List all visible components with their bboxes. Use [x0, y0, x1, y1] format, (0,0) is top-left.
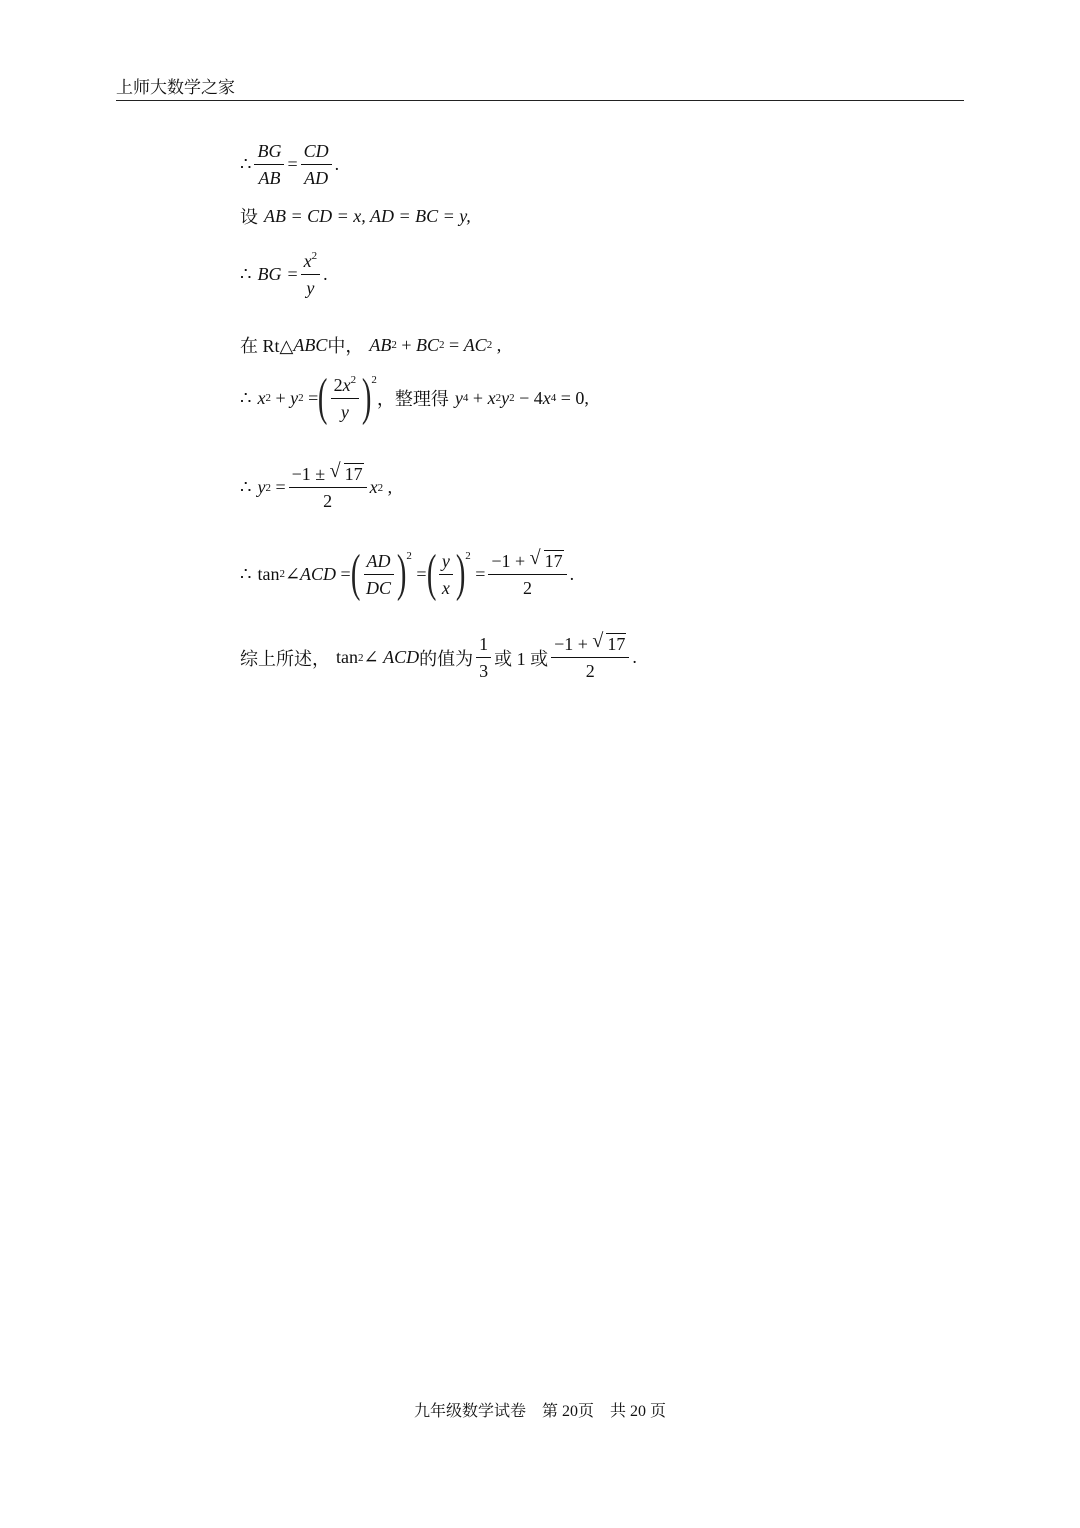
equation-line-3: ∴ BG = $\frac{x^2}{y}$ .	[240, 250, 328, 298]
page-header	[116, 78, 964, 101]
fraction-y-x: $\frac{y}{x}$	[439, 550, 453, 599]
therefore-symbol: ∴	[240, 154, 252, 174]
fraction-x2-y: $\frac{x^2}{y}$	[301, 250, 321, 299]
equation-line-5: ∴ x 2 + y 2 = ( $\frac{2x^2}{y}$ ) 2 ，整理得 y 4 + x 2 y 2 − 4 x 4 = 0,	[240, 369, 589, 426]
in-rt-triangle-text: 在 Rt△	[240, 336, 294, 356]
fraction-2x2-y: $\frac{2x^2}{y}$	[331, 374, 360, 423]
equation-line-1: ∴ $\frac{BG}{AB}$ = $\frac{CD}{AD}$ .	[240, 141, 340, 188]
value-is-text: 的值为	[419, 648, 474, 669]
equation-line-7: ∴ tan 2 ∠ ACD = ( $\frac{AD}{DC}$ ) 2 = ( $\frac{y}{x}$ ) 2 = −1 + √ 17 2 .	[240, 545, 575, 602]
therefore-symbol: ∴	[240, 563, 252, 584]
fraction-one-third: $\frac{1}{3}$	[476, 633, 491, 682]
fraction-plus-sqrt17: −1 + √ 17 2	[488, 550, 566, 599]
fraction-final-sqrt17: −1 + √ 17 2	[551, 633, 629, 682]
footer-page-info: 九年级数学试卷 第 20页 共 20 页	[413, 1403, 666, 1420]
set-text: 设	[240, 207, 258, 227]
fraction-pm-sqrt17: −1 ± √ 17 2	[289, 463, 367, 512]
triangle-name: ABC	[293, 334, 328, 355]
fraction-ad-dc: $\frac{AD}{DC}$	[363, 550, 394, 599]
equation-line-2	[240, 203, 471, 229]
equation-line-6: ∴ y 2 = −1 ± √ 17 2 x 2 ,	[240, 460, 393, 511]
fraction-cd-ad: $\frac{CD}{AD}$	[301, 140, 332, 189]
fraction-bg-ab: $\frac{BG}{AB}$	[254, 140, 284, 189]
set-equation: AB = CD = x, AD = BC = y,	[264, 205, 471, 226]
rearrange-text: ，整理得	[376, 389, 449, 409]
header-title: 上师大数学之家	[116, 78, 235, 97]
or-text: 或 1 或	[494, 648, 549, 669]
therefore-symbol: ∴	[240, 264, 252, 284]
therefore-symbol: ∴	[240, 477, 252, 497]
conclusion-text: 综上所述，	[240, 648, 330, 669]
conclusion-line: 综上所述， tan 2 ∠ ACD 的值为 $\frac{1}{3}$ 或 1 或 −1 + √ 17 2 .	[240, 630, 637, 681]
middle-text: 中，	[327, 336, 364, 356]
equation-line-4: 在 Rt△ ABC 中， AB 2 + BC 2 = AC 2 ,	[240, 332, 501, 358]
page-footer	[0, 1398, 1080, 1421]
therefore-symbol: ∴	[240, 387, 252, 408]
